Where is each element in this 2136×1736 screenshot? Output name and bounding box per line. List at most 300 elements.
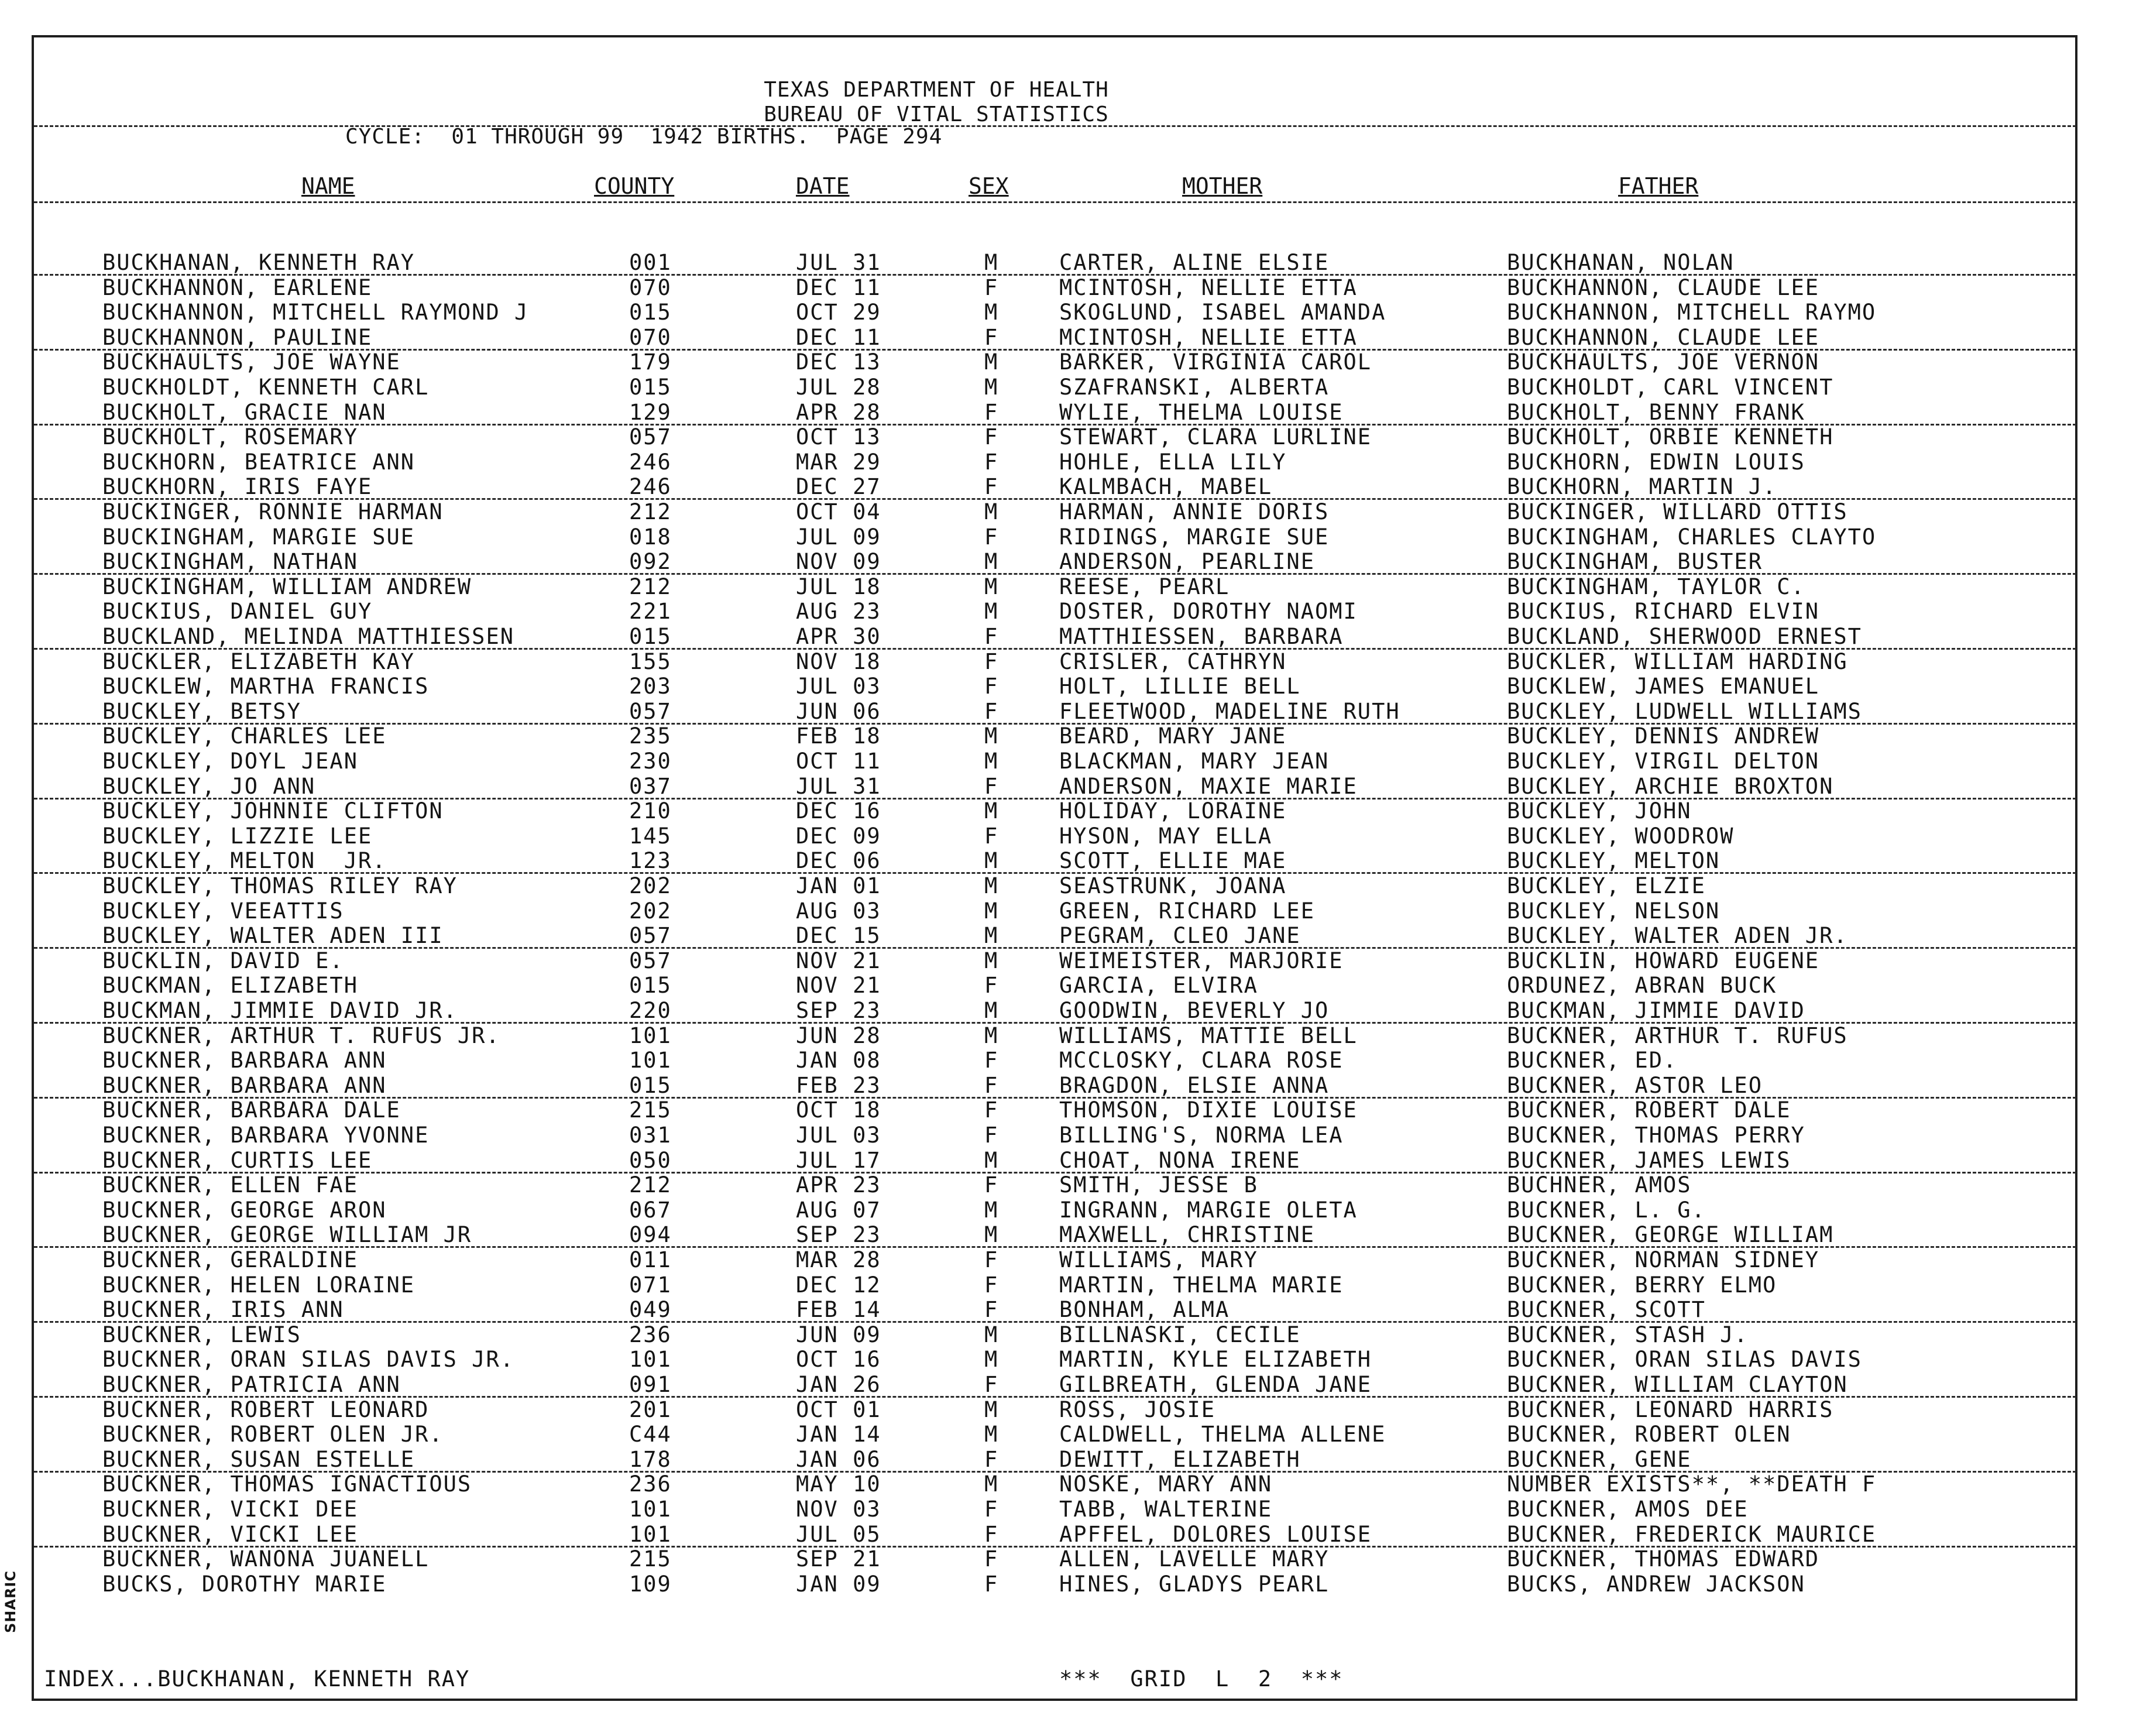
record-father: BUCKINGER, WILLARD OTTIS [1507, 499, 1848, 524]
record-mother: PEGRAM, CLEO JANE [1059, 923, 1301, 949]
column-header-name: NAME [301, 173, 355, 199]
record-county: 071 [629, 1272, 672, 1298]
column-header-county: COUNTY [594, 173, 675, 199]
record-mother: WEIMEISTER, MARJORIE [1059, 948, 1344, 973]
record-sex: F [984, 1497, 999, 1522]
record-county: 070 [629, 275, 672, 300]
table-row [0, 724, 2136, 749]
record-sex: M [984, 349, 999, 375]
record-father: BUCKINGHAM, TAYLOR C. [1507, 574, 1805, 599]
record-mother: REESE, PEARL [1059, 574, 1230, 599]
record-sex: F [984, 474, 999, 500]
record-name: BUCKHOLT, ROSEMARY [102, 424, 358, 450]
record-sex: F [984, 399, 999, 425]
record-name: BUCKNER, WANONA JUANELL [102, 1546, 430, 1572]
table-row [0, 1148, 2136, 1173]
record-date: JUL 31 [796, 250, 881, 275]
record-date: FEB 14 [796, 1297, 881, 1323]
record-date: DEC 15 [796, 923, 881, 949]
record-name: BUCKLEY, BETSY [102, 698, 301, 724]
record-mother: ALLEN, LAVELLE MARY [1059, 1546, 1330, 1572]
record-mother: MCCLOSKY, CLARA ROSE [1059, 1048, 1344, 1073]
record-date: JUL 18 [796, 574, 881, 599]
record-date: AUG 03 [796, 898, 881, 924]
record-county: 015 [629, 973, 672, 999]
record-mother: BLACKMAN, MARY JEAN [1059, 749, 1330, 774]
record-date: SEP 23 [796, 1222, 881, 1248]
record-date: JUN 09 [796, 1322, 881, 1347]
record-sex: M [984, 873, 999, 898]
column-header-divider [34, 201, 2076, 203]
record-date: OCT 16 [796, 1347, 881, 1373]
record-name: BUCKHOLT, GRACIE NAN [102, 399, 387, 425]
table-row [0, 1273, 2136, 1298]
record-county: 202 [629, 898, 672, 924]
record-county: 015 [629, 624, 672, 649]
record-father: BUCKLEW, JAMES EMANUEL [1507, 674, 1820, 699]
record-mother: ANDERSON, PEARLINE [1059, 549, 1315, 575]
record-sex: M [984, 1471, 999, 1497]
record-mother: HYSON, MAY ELLA [1059, 823, 1273, 849]
record-mother: RIDINGS, MARGIE SUE [1059, 524, 1330, 550]
record-father: BUCKNER, LEONARD HARRIS [1507, 1397, 1834, 1422]
record-date: NOV 21 [796, 948, 881, 973]
record-father: BUCKHORN, EDWIN LOUIS [1507, 449, 1805, 475]
record-county: 145 [629, 823, 672, 849]
record-name: BUCKHORN, IRIS FAYE [102, 474, 373, 500]
record-mother: BEARD, MARY JANE [1059, 723, 1287, 749]
cycle-line: CYCLE: 01 THROUGH 99 1942 BIRTHS. PAGE 294 [345, 125, 943, 149]
record-name: BUCKNER, ROBERT LEONARD [102, 1397, 430, 1422]
record-father: BUCKLEY, VIRGIL DELTON [1507, 749, 1820, 774]
record-father: BUCKNER, THOMAS PERRY [1507, 1123, 1805, 1148]
table-row [0, 849, 2136, 873]
record-date: MAY 10 [796, 1471, 881, 1497]
record-date: JUL 05 [796, 1521, 881, 1547]
record-mother: BONHAM, ALMA [1059, 1297, 1230, 1323]
record-mother: WILLIAMS, MATTIE BELL [1059, 1023, 1358, 1048]
record-county: 101 [629, 1521, 672, 1547]
record-county: 057 [629, 698, 672, 724]
record-mother: FLEETWOOD, MADELINE RUTH [1059, 698, 1400, 724]
record-sex: F [984, 1521, 999, 1547]
record-father: BUCKINGHAM, BUSTER [1507, 549, 1763, 575]
record-date: JAN 14 [796, 1422, 881, 1447]
record-sex: F [984, 823, 999, 849]
record-date: JAN 06 [796, 1446, 881, 1472]
record-date: DEC 11 [796, 324, 881, 350]
column-header-father: FATHER [1618, 173, 1699, 199]
record-name: BUCKLER, ELIZABETH KAY [102, 649, 415, 674]
record-county: 230 [629, 749, 672, 774]
record-father: BUCKNER, ARTHUR T. RUFUS [1507, 1023, 1848, 1048]
record-sex: F [984, 524, 999, 550]
record-county: 246 [629, 449, 672, 475]
record-mother: SEASTRUNK, JOANA [1059, 873, 1287, 898]
table-row [0, 899, 2136, 924]
record-sex: F [984, 1123, 999, 1148]
table-row [0, 949, 2136, 973]
record-father: BUCKNER, GENE [1507, 1446, 1692, 1472]
record-sex: F [984, 1097, 999, 1123]
agency-title: TEXAS DEPARTMENT OF HEALTH [764, 78, 1109, 102]
record-father: BUCKLEY, WALTER ADEN JR. [1507, 923, 1848, 949]
record-father: BUCKHANNON, CLAUDE LEE [1507, 324, 1820, 350]
record-father: BUCKNER, STASH J. [1507, 1322, 1749, 1347]
record-date: JAN 26 [796, 1372, 881, 1397]
record-name: BUCKNER, GEORGE ARON [102, 1197, 387, 1223]
record-sex: F [984, 324, 999, 350]
record-name: BUCKINGHAM, MARGIE SUE [102, 524, 415, 550]
record-father: BUCKLEY, ELZIE [1507, 873, 1706, 898]
record-father: BUCKIUS, RICHARD ELVIN [1507, 599, 1820, 625]
record-date: DEC 13 [796, 349, 881, 375]
record-date: JUL 31 [796, 773, 881, 799]
record-date: OCT 29 [796, 300, 881, 325]
record-mother: MATTHIESSEN, BARBARA [1059, 624, 1344, 649]
record-name: BUCKMAN, JIMMIE DAVID JR. [102, 998, 458, 1023]
record-father: BUCKLEY, LUDWELL WILLIAMS [1507, 698, 1862, 724]
record-name: BUCKHANNON, EARLENE [102, 275, 373, 300]
record-sex: F [984, 424, 999, 450]
record-county: 202 [629, 873, 672, 898]
record-date: OCT 11 [796, 749, 881, 774]
record-sex: M [984, 1197, 999, 1223]
record-father: BUCKNER, WILLIAM CLAYTON [1507, 1372, 1848, 1397]
table-row [0, 924, 2136, 948]
record-name: BUCKHANNON, MITCHELL RAYMOND J [102, 300, 529, 325]
record-name: BUCKLEY, DOYL JEAN [102, 749, 358, 774]
record-mother: TABB, WALTERINE [1059, 1497, 1273, 1522]
record-sex: F [984, 1072, 999, 1098]
record-father: BUCKHOLT, BENNY FRANK [1507, 399, 1805, 425]
record-sex: F [984, 275, 999, 300]
record-date: DEC 16 [796, 798, 881, 824]
record-name: BUCKLEY, VEEATTIS [102, 898, 344, 924]
record-sex: F [984, 1446, 999, 1472]
record-name: BUCKNER, ARTHUR T. RUFUS JR. [102, 1023, 500, 1048]
record-father: BUCKNER, NORMAN SIDNEY [1507, 1247, 1820, 1272]
table-row [0, 276, 2136, 300]
record-name: BUCKNER, BARBARA ANN [102, 1048, 387, 1073]
record-date: OCT 01 [796, 1397, 881, 1422]
record-father: BUCKLEY, NELSON [1507, 898, 1721, 924]
record-mother: CRISLER, CATHRYN [1059, 649, 1287, 674]
record-father: ORDUNEZ, ABRAN BUCK [1507, 973, 1777, 999]
record-sex: M [984, 749, 999, 774]
table-row [0, 699, 2136, 724]
record-date: JUL 17 [796, 1147, 881, 1173]
table-row [0, 749, 2136, 774]
record-sex: M [984, 574, 999, 599]
table-row [0, 525, 2136, 550]
record-date: JUN 06 [796, 698, 881, 724]
record-father: BUCKNER, GEORGE WILLIAM [1507, 1222, 1834, 1248]
table-row [0, 325, 2136, 350]
record-date: OCT 18 [796, 1097, 881, 1123]
record-name: BUCKNER, THOMAS IGNACTIOUS [102, 1471, 472, 1497]
record-name: BUCKNER, BARBARA DALE [102, 1097, 401, 1123]
table-row [0, 1173, 2136, 1198]
record-name: BUCKHANNON, PAULINE [102, 324, 373, 350]
record-county: 015 [629, 1072, 672, 1098]
record-name: BUCKHAULTS, JOE WAYNE [102, 349, 401, 375]
record-father: BUCKS, ANDREW JACKSON [1507, 1571, 1805, 1597]
record-date: APR 28 [796, 399, 881, 425]
table-row [0, 1422, 2136, 1447]
record-father: BUCKHANNON, CLAUDE LEE [1507, 275, 1820, 300]
record-sex: M [984, 1147, 999, 1173]
record-county: 210 [629, 798, 672, 824]
record-father: BUCKNER, AMOS DEE [1507, 1497, 1749, 1522]
record-mother: HOLT, LILLIE BELL [1059, 674, 1301, 699]
record-sex: M [984, 723, 999, 749]
record-sex: M [984, 923, 999, 949]
record-date: DEC 12 [796, 1272, 881, 1298]
record-sex: F [984, 449, 999, 475]
record-sex: M [984, 1422, 999, 1447]
record-date: NOV 03 [796, 1497, 881, 1522]
record-county: 155 [629, 649, 672, 674]
table-row [0, 799, 2136, 824]
record-father: BUCKHANNON, MITCHELL RAYMO [1507, 300, 1877, 325]
table-row [0, 1572, 2136, 1597]
record-name: BUCKLEY, LIZZIE LEE [102, 823, 373, 849]
record-sex: M [984, 599, 999, 625]
record-date: JUL 28 [796, 375, 881, 400]
record-sex: F [984, 1247, 999, 1272]
record-mother: GILBREATH, GLENDA JANE [1059, 1372, 1372, 1397]
record-father: BUCKHORN, MARTIN J. [1507, 474, 1777, 500]
record-mother: HOHLE, ELLA LILY [1059, 449, 1287, 475]
record-mother: HOLIDAY, LORAINE [1059, 798, 1287, 824]
record-date: JUL 09 [796, 524, 881, 550]
record-date: DEC 11 [796, 275, 881, 300]
record-mother: MCINTOSH, NELLIE ETTA [1059, 275, 1358, 300]
record-mother: GOODWIN, BEVERLY JO [1059, 998, 1330, 1023]
record-father: BUCKHOLDT, CARL VINCENT [1507, 375, 1834, 400]
table-row [0, 599, 2136, 624]
record-father: BUCKNER, ORAN SILAS DAVIS [1507, 1347, 1862, 1373]
record-county: 235 [629, 723, 672, 749]
record-county: 101 [629, 1048, 672, 1073]
record-date: AUG 07 [796, 1197, 881, 1223]
record-mother: SZAFRANSKI, ALBERTA [1059, 375, 1330, 400]
record-name: BUCKLAND, MELINDA MATTHIESSEN [102, 624, 515, 649]
column-header-date: DATE [796, 173, 850, 199]
record-county: 212 [629, 499, 672, 524]
record-name: BUCKHOLDT, KENNETH CARL [102, 375, 430, 400]
table-row [0, 1472, 2136, 1497]
record-county: 101 [629, 1023, 672, 1048]
record-father: BUCKLEY, ARCHIE BROXTON [1507, 773, 1834, 799]
record-county: 215 [629, 1097, 672, 1123]
column-header-sex: SEX [969, 173, 1009, 199]
record-sex: F [984, 973, 999, 999]
record-sex: F [984, 1297, 999, 1323]
record-name: BUCKINGHAM, WILLIAM ANDREW [102, 574, 472, 599]
table-row [0, 575, 2136, 599]
record-sex: M [984, 948, 999, 973]
record-name: BUCKLEY, JO ANN [102, 773, 316, 799]
record-sex: M [984, 1322, 999, 1347]
record-name: BUCKNER, ROBERT OLEN JR. [102, 1422, 444, 1447]
record-date: OCT 13 [796, 424, 881, 450]
record-date: FEB 23 [796, 1072, 881, 1098]
record-sex: M [984, 898, 999, 924]
table-row [0, 475, 2136, 499]
record-name: BUCKLEY, CHARLES LEE [102, 723, 387, 749]
table-row [0, 1497, 2136, 1522]
table-row [0, 774, 2136, 799]
record-sex: F [984, 649, 999, 674]
record-name: BUCKINGHAM, NATHAN [102, 549, 358, 575]
record-date: JUL 03 [796, 674, 881, 699]
record-name: BUCKIUS, DANIEL GUY [102, 599, 373, 625]
record-county: 070 [629, 324, 672, 350]
record-name: BUCKINGER, RONNIE HARMAN [102, 499, 444, 524]
record-date: OCT 04 [796, 499, 881, 524]
record-name: BUCKS, DOROTHY MARIE [102, 1571, 387, 1597]
record-county: 101 [629, 1497, 672, 1522]
record-name: BUCKNER, BARBARA ANN [102, 1072, 387, 1098]
record-father: BUCKHANAN, NOLAN [1507, 250, 1735, 275]
table-row [0, 1098, 2136, 1123]
record-date: APR 23 [796, 1172, 881, 1198]
record-date: JUL 03 [796, 1123, 881, 1148]
record-county: 212 [629, 574, 672, 599]
table-row [0, 973, 2136, 998]
record-county: 203 [629, 674, 672, 699]
record-county: C44 [629, 1422, 672, 1447]
record-father: BUCKNER, L. G. [1507, 1197, 1706, 1223]
record-name: BUCKNER, VICKI DEE [102, 1497, 358, 1522]
record-county: 092 [629, 549, 672, 575]
record-county: 123 [629, 848, 672, 874]
record-sex: M [984, 300, 999, 325]
bureau-title: BUREAU OF VITAL STATISTICS [764, 102, 1109, 126]
record-mother: MAXWELL, CHRISTINE [1059, 1222, 1315, 1248]
record-county: 236 [629, 1471, 672, 1497]
record-sex: M [984, 1222, 999, 1248]
record-name: BUCKHANAN, KENNETH RAY [102, 250, 415, 275]
table-row [0, 1123, 2136, 1148]
record-father: BUCKNER, BERRY ELMO [1507, 1272, 1777, 1298]
record-date: DEC 06 [796, 848, 881, 874]
record-date: AUG 23 [796, 599, 881, 625]
record-mother: DEWITT, ELIZABETH [1059, 1446, 1301, 1472]
record-county: 049 [629, 1297, 672, 1323]
record-name: BUCKLEW, MARTHA FRANCIS [102, 674, 430, 699]
grid-footer: *** GRID L 2 *** [1059, 1666, 1344, 1692]
record-date: FEB 18 [796, 723, 881, 749]
table-row [0, 350, 2136, 375]
record-county: 220 [629, 998, 672, 1023]
record-mother: WILLIAMS, MARY [1059, 1247, 1258, 1272]
record-county: 050 [629, 1147, 672, 1173]
record-county: 246 [629, 474, 672, 500]
record-mother: ROSS, JOSIE [1059, 1397, 1216, 1422]
table-row [0, 1198, 2136, 1223]
table-row [0, 650, 2136, 674]
table-row [0, 400, 2136, 425]
record-name: BUCKLEY, JOHNNIE CLIFTON [102, 798, 444, 824]
record-mother: APFFEL, DOLORES LOUISE [1059, 1521, 1372, 1547]
record-mother: SKOGLUND, ISABEL AMANDA [1059, 300, 1386, 325]
record-father: BUCKLEY, MELTON [1507, 848, 1721, 874]
table-row [0, 1547, 2136, 1572]
record-mother: HINES, GLADYS PEARL [1059, 1571, 1330, 1597]
record-name: BUCKNER, SUSAN ESTELLE [102, 1446, 415, 1472]
record-name: BUCKNER, LEWIS [102, 1322, 301, 1347]
record-date: JUN 28 [796, 1023, 881, 1048]
table-row [0, 1398, 2136, 1422]
record-name: BUCKLEY, THOMAS RILEY RAY [102, 873, 458, 898]
record-county: 011 [629, 1247, 672, 1272]
record-mother: KALMBACH, MABEL [1059, 474, 1273, 500]
table-row [0, 425, 2136, 450]
record-date: DEC 09 [796, 823, 881, 849]
record-county: 094 [629, 1222, 672, 1248]
table-row [0, 375, 2136, 400]
record-name: BUCKNER, BARBARA YVONNE [102, 1123, 430, 1148]
table-row [0, 824, 2136, 849]
record-name: BUCKNER, GEORGE WILLIAM JR [102, 1222, 472, 1248]
table-row [0, 874, 2136, 898]
record-sex: M [984, 499, 999, 524]
table-row [0, 1373, 2136, 1397]
record-name: BUCKNER, CURTIS LEE [102, 1147, 373, 1173]
table-row [0, 625, 2136, 649]
record-father: BUCKHAULTS, JOE VERNON [1507, 349, 1820, 375]
record-county: 057 [629, 948, 672, 973]
column-header-mother: MOTHER [1182, 173, 1263, 199]
record-date: APR 30 [796, 624, 881, 649]
record-sex: F [984, 624, 999, 649]
record-father: BUCKINGHAM, CHARLES CLAYTO [1507, 524, 1877, 550]
record-date: SEP 23 [796, 998, 881, 1023]
record-name: BUCKNER, ORAN SILAS DAVIS JR. [102, 1347, 515, 1373]
record-date: NOV 21 [796, 973, 881, 999]
record-mother: BRAGDON, ELSIE ANNA [1059, 1072, 1330, 1098]
record-mother: MCINTOSH, NELLIE ETTA [1059, 324, 1358, 350]
record-date: SEP 21 [796, 1546, 881, 1572]
record-date: DEC 27 [796, 474, 881, 500]
record-father: BUCKLER, WILLIAM HARDING [1507, 649, 1848, 674]
table-row [0, 674, 2136, 699]
record-mother: NOSKE, MARY ANN [1059, 1471, 1273, 1497]
record-county: 031 [629, 1123, 672, 1148]
table-row [0, 1323, 2136, 1347]
record-county: 221 [629, 599, 672, 625]
record-sex: M [984, 549, 999, 575]
record-county: 015 [629, 375, 672, 400]
record-sex: M [984, 998, 999, 1023]
table-row [0, 550, 2136, 574]
table-row [0, 1522, 2136, 1547]
record-sex: M [984, 375, 999, 400]
record-county: 179 [629, 349, 672, 375]
record-sex: F [984, 674, 999, 699]
record-sex: M [984, 798, 999, 824]
header-divider [34, 125, 2076, 127]
record-father: BUCKLIN, HOWARD EUGENE [1507, 948, 1820, 973]
index-footer: INDEX...BUCKHANAN, KENNETH RAY [44, 1666, 471, 1692]
record-father: BUCKLEY, JOHN [1507, 798, 1692, 824]
record-mother: GREEN, RICHARD LEE [1059, 898, 1315, 924]
record-name: BUCKLEY, MELTON JR. [102, 848, 387, 874]
record-sex: M [984, 1023, 999, 1048]
